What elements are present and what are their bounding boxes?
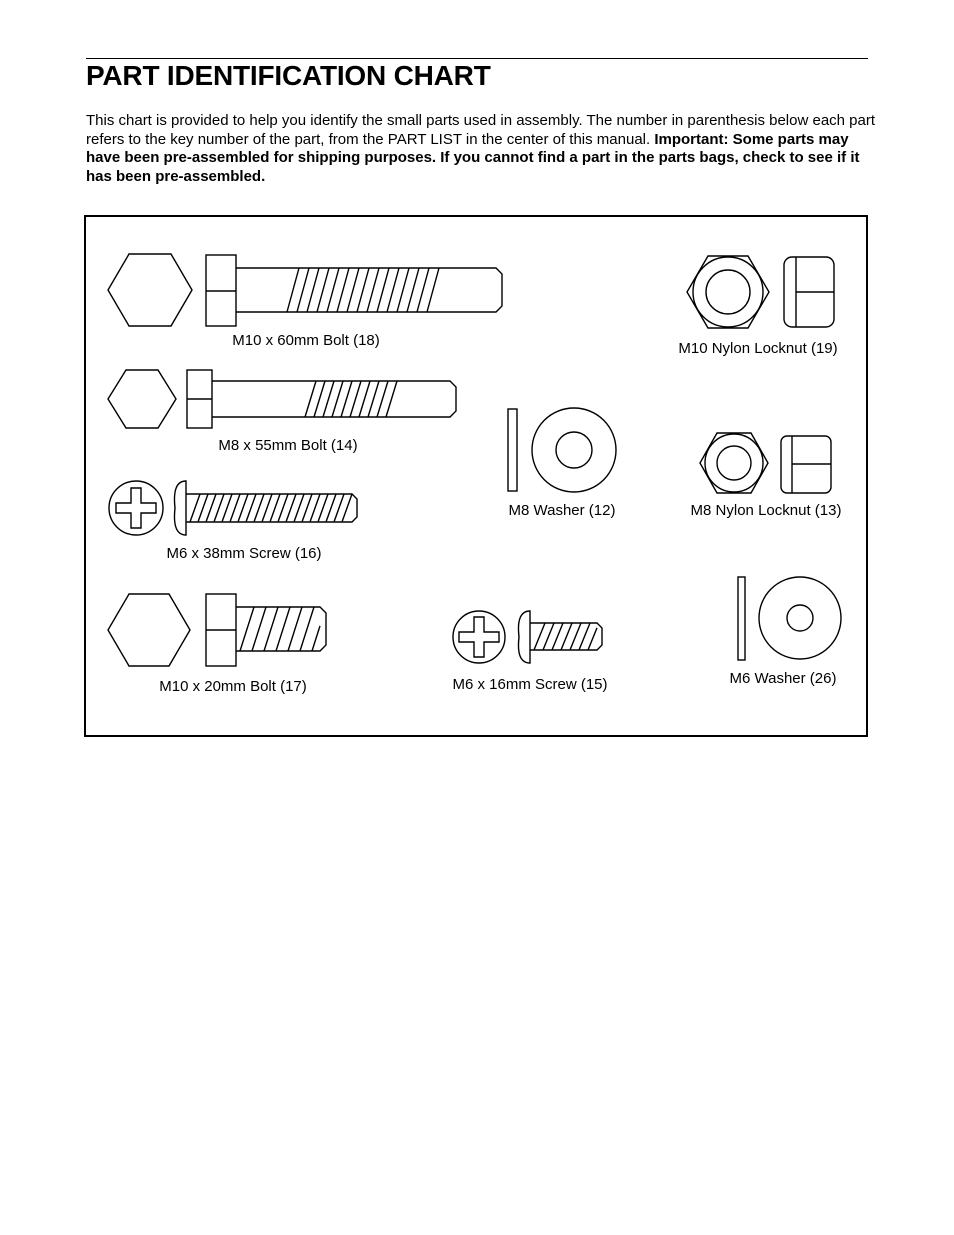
label-bolt-m10-60: M10 x 60mm Bolt (18) — [232, 332, 380, 349]
thread-line — [570, 623, 581, 650]
thread-line — [357, 268, 369, 312]
screw-m6-38-thread — [190, 494, 352, 522]
label-screw-m6-16: M6 x 16mm Screw (15) — [452, 676, 608, 693]
thread-line — [534, 623, 545, 650]
intro-text: This chart is provided to help you identify the small parts used in assembly. The number in parenthesis below each part refers to the key number of the part, from the PART LIST in the center of this manual. — [86, 112, 876, 148]
thread-line — [262, 494, 272, 522]
intro-paragraph — [86, 112, 876, 186]
thread-line — [317, 268, 329, 312]
label-bolt-m10-20: M10 x 20mm Bolt (17) — [159, 678, 307, 695]
thread-line — [386, 381, 397, 417]
thread-line — [294, 494, 304, 522]
thread-line — [287, 268, 299, 312]
thread-line — [367, 268, 379, 312]
bolt-m8-55-drawing — [108, 370, 456, 428]
thread-line — [214, 494, 224, 522]
thread-line — [347, 268, 359, 312]
bolt-m10-60-thread — [287, 268, 439, 312]
thread-line — [588, 628, 597, 650]
label-washer-m6: M6 Washer (26) — [729, 670, 837, 687]
thread-line — [238, 494, 248, 522]
screw-m6-16-drawing — [453, 611, 602, 663]
locknut-m8-drawing — [700, 433, 831, 493]
label-screw-m6-38: M6 x 38mm Screw (16) — [166, 545, 322, 562]
intro-important: Important: Some parts may have been pre-assembled for shipping purposes. If you cannot find a part in the parts bags, check to see if it has been pre-assembled. — [86, 130, 860, 185]
thread-line — [543, 623, 554, 650]
thread-line — [417, 268, 429, 312]
thread-line — [377, 268, 389, 312]
thread-line — [270, 494, 280, 522]
thread-line — [552, 623, 563, 650]
thread-line — [278, 494, 288, 522]
bolt-m10-20-thread — [240, 607, 320, 651]
thread-line — [276, 607, 290, 651]
thread-line — [246, 494, 256, 522]
thread-line — [314, 381, 325, 417]
thread-line — [288, 607, 302, 651]
washer-m8-drawing — [508, 408, 616, 492]
thread-line — [579, 623, 590, 650]
thread-line — [377, 381, 388, 417]
thread-line — [397, 268, 409, 312]
page-title: PART IDENTIFICATION CHART — [86, 60, 491, 91]
thread-line — [312, 626, 320, 651]
thread-line — [252, 607, 266, 651]
thread-line — [342, 494, 352, 522]
label-locknut-m8: M8 Nylon Locknut (13) — [690, 502, 842, 519]
thread-line — [230, 494, 240, 522]
label-bolt-m8-55: M8 x 55mm Bolt (14) — [218, 437, 358, 454]
thread-line — [206, 494, 216, 522]
thread-line — [387, 268, 399, 312]
thread-line — [264, 607, 278, 651]
thread-line — [327, 268, 339, 312]
thread-line — [561, 623, 572, 650]
thread-line — [337, 268, 349, 312]
bolt-m8-55-thread — [305, 381, 397, 417]
thread-line — [254, 494, 264, 522]
thread-line — [302, 494, 312, 522]
thread-line — [198, 494, 208, 522]
washer-m6-drawing — [738, 577, 841, 660]
thread-line — [190, 494, 200, 522]
thread-line — [368, 381, 379, 417]
label-locknut-m10: M10 Nylon Locknut (19) — [678, 340, 838, 357]
thread-line — [286, 494, 296, 522]
part-chart-box — [84, 215, 868, 737]
thread-line — [310, 494, 320, 522]
thread-line — [407, 268, 419, 312]
bolt-m10-20-drawing — [108, 594, 326, 666]
label-washer-m8: M8 Washer (12) — [508, 502, 616, 519]
thread-line — [297, 268, 309, 312]
screw-m6-38-drawing — [109, 481, 357, 535]
thread-line — [332, 381, 343, 417]
locknut-m10-drawing — [687, 256, 834, 328]
bolt-m10-60-drawing — [108, 254, 502, 326]
thread-line — [307, 268, 319, 312]
thread-line — [323, 381, 334, 417]
thread-line — [341, 381, 352, 417]
thread-line — [326, 494, 336, 522]
thread-line — [427, 268, 439, 312]
thread-line — [359, 381, 370, 417]
thread-line — [222, 494, 232, 522]
thread-line — [305, 381, 316, 417]
thread-line — [240, 607, 254, 651]
screw-m6-16-thread — [534, 623, 597, 650]
thread-line — [334, 494, 344, 522]
thread-line — [318, 494, 328, 522]
thread-line — [300, 607, 314, 651]
thread-line — [350, 381, 361, 417]
